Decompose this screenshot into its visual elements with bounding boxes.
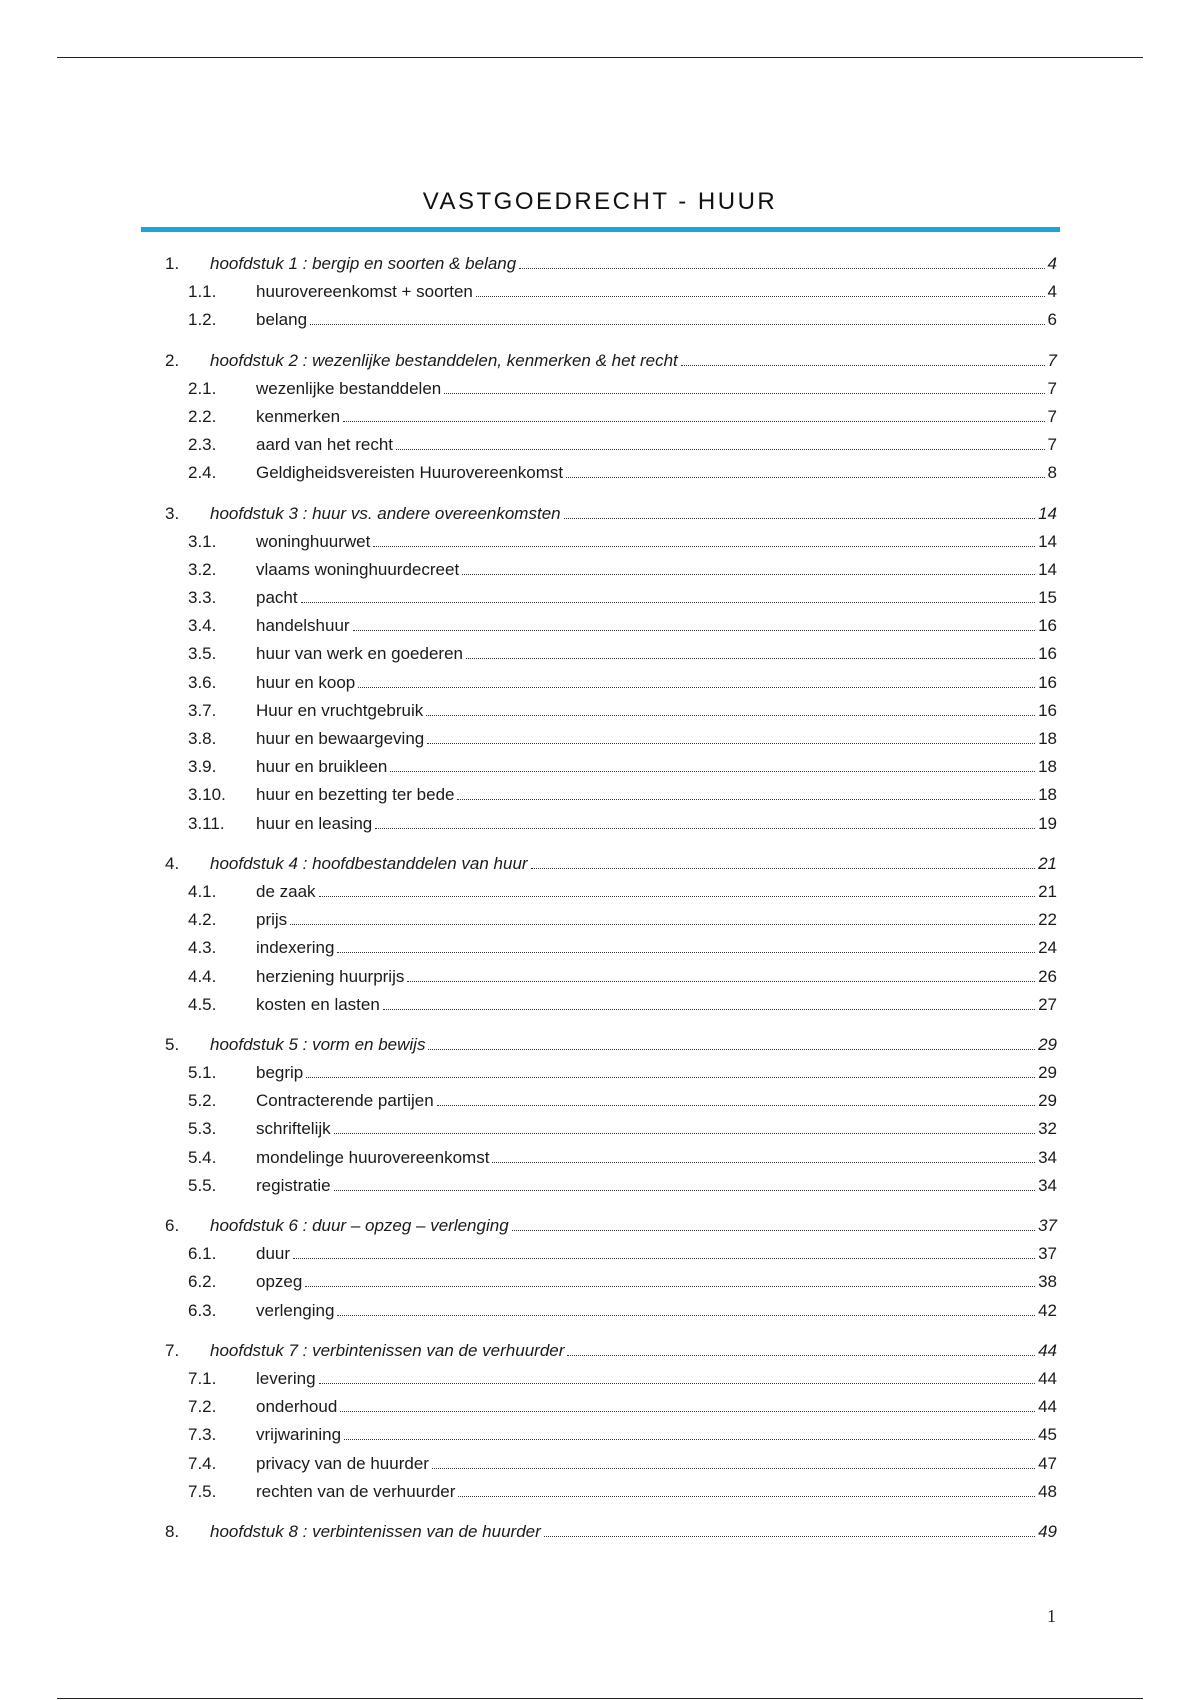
toc-subsection-entry[interactable] [165, 1301, 1057, 1329]
toc-entry-number: 6.1. [188, 1244, 217, 1264]
toc-entry-page: 18 [1038, 785, 1057, 805]
toc-subsection-entry[interactable] [165, 1091, 1057, 1119]
dot-leader [566, 477, 1044, 478]
toc-entry-title: vrijwarining [256, 1425, 342, 1445]
toc-entry-page: 4 [1047, 282, 1057, 302]
toc-entry-title: aard van het recht [256, 435, 394, 455]
toc-entry-title: hoofdstuk 5 : vorm en bewijs [210, 1034, 426, 1054]
dot-leader [293, 1258, 1035, 1259]
toc-chapter-entry[interactable] [165, 854, 1057, 882]
toc-subsection-entry[interactable] [165, 701, 1057, 729]
dot-leader [334, 1133, 1035, 1134]
toc-entry-page: 26 [1038, 966, 1057, 986]
toc-entry-number: 6.3. [188, 1300, 217, 1320]
toc-entry-page: 45 [1038, 1425, 1057, 1445]
dot-leader [306, 1077, 1035, 1078]
toc-section [165, 1522, 1057, 1550]
toc-entry-title: begrip [256, 1063, 304, 1083]
toc-entry-title: vlaams woninghuurdecreet [256, 559, 460, 579]
toc-entry-page: 7 [1047, 406, 1057, 426]
dot-leader [353, 630, 1036, 631]
toc-subsection-entry[interactable] [165, 532, 1057, 560]
toc-entry-number: 2.1. [188, 378, 217, 398]
toc-entry-number: 3.4. [188, 616, 217, 636]
dot-leader [444, 393, 1044, 394]
dot-leader [567, 1355, 1035, 1356]
document-title: VASTGOEDRECHT - HUUR [422, 188, 778, 215]
toc-entry-page: 29 [1038, 1063, 1057, 1083]
toc-entry-number: 4.1. [188, 881, 217, 901]
dot-leader [390, 771, 1035, 772]
toc-entry-number: 3.2. [188, 559, 217, 579]
toc-subsection-entry[interactable] [165, 1148, 1057, 1176]
toc-entry-title: mondelinge huurovereenkomst [256, 1147, 490, 1167]
toc-entry-number: 7.5. [188, 1481, 217, 1501]
dot-leader [476, 296, 1045, 297]
toc-entry-page: 34 [1038, 1175, 1057, 1195]
toc-entry-page: 7 [1047, 435, 1057, 455]
toc-entry-title: hoofdstuk 6 : duur – opzeg – verlenging [210, 1216, 509, 1235]
toc-entry-page: 6 [1047, 310, 1057, 330]
toc-section [165, 1216, 1057, 1329]
dot-leader [457, 799, 1035, 800]
toc-subsection-entry[interactable] [165, 588, 1057, 616]
toc-entry-title: duur [256, 1244, 291, 1264]
toc-section [165, 854, 1057, 1023]
toc-entry-page: 48 [1038, 1481, 1057, 1501]
toc-subsection-entry[interactable] [165, 785, 1057, 813]
toc-entry-title: huur van werk en goederen [256, 644, 463, 664]
toc-entry-number: 7.2. [188, 1397, 217, 1417]
toc-entry-title: opzeg [256, 1272, 303, 1292]
toc-subsection-entry[interactable] [165, 379, 1057, 407]
toc-entry-page: 21 [1038, 881, 1057, 901]
toc-subsection-entry[interactable] [165, 1272, 1057, 1300]
toc-subsection-entry[interactable] [165, 1119, 1057, 1147]
toc-entry-number: 5.5. [188, 1175, 217, 1195]
toc-subsection-entry[interactable] [165, 282, 1057, 310]
toc-entry-title: hoofdstuk 3 : huur vs. andere overeenkomsten [210, 503, 561, 523]
dot-leader [383, 1009, 1035, 1010]
toc-subsection-entry[interactable] [165, 644, 1057, 672]
dot-leader [427, 743, 1035, 744]
toc-entry-title: wezenlijke bestanddelen [256, 378, 442, 398]
toc-subsection-entry[interactable] [165, 729, 1057, 757]
toc-entry-title: de zaak [256, 881, 316, 901]
toc-entry-number: 4.4. [188, 966, 217, 986]
toc-entry-title: huur en bewaargeving [256, 729, 425, 748]
toc-entry-title: hoofdstuk 4 : hoofdbestanddelen van huur [210, 853, 528, 873]
toc-entry-page: 18 [1038, 757, 1057, 777]
toc-subsection-entry[interactable] [165, 1176, 1057, 1204]
toc-chapter-entry[interactable] [165, 1341, 1057, 1369]
toc-subsection-entry[interactable] [165, 407, 1057, 435]
toc-subsection-entry[interactable] [165, 1063, 1057, 1091]
toc-entry-number: 4. [165, 853, 180, 873]
toc-entry-page: 38 [1038, 1272, 1057, 1292]
toc-entry-number: 7. [165, 1340, 180, 1360]
toc-entry-page: 22 [1038, 910, 1057, 930]
toc-subsection-entry[interactable] [165, 1397, 1057, 1425]
toc-entry-title: huur en koop [256, 672, 356, 692]
dot-leader [426, 715, 1035, 716]
dot-leader [358, 687, 1035, 688]
dot-leader [432, 1468, 1035, 1469]
toc-entry-number: 4.3. [188, 938, 217, 958]
toc-entry-title: herziening huurprijs [256, 966, 405, 986]
toc-entry-number: 5. [165, 1034, 180, 1054]
toc-subsection-entry[interactable] [165, 435, 1057, 463]
dot-leader [428, 1049, 1035, 1050]
toc-entry-page: 4 [1047, 254, 1057, 273]
toc-entry-number: 5.2. [188, 1091, 217, 1111]
toc-entry-page: 44 [1038, 1397, 1057, 1417]
toc-entry-number: 2. [165, 350, 180, 370]
dot-leader [344, 1439, 1035, 1440]
toc-entry-number: 3.10. [188, 785, 226, 805]
toc-subsection-entry[interactable] [165, 673, 1057, 701]
toc-entry-page: 24 [1038, 938, 1057, 958]
toc-entry-title: huur en bezetting ter bede [256, 785, 455, 805]
toc-entry-page: 16 [1038, 672, 1057, 692]
toc-entry-number: 3.6. [188, 672, 217, 692]
dot-leader [407, 981, 1035, 982]
dot-leader [290, 924, 1035, 925]
toc-entry-page: 19 [1038, 813, 1057, 833]
toc-subsection-entry[interactable] [165, 560, 1057, 588]
toc-entry-number: 4.5. [188, 994, 217, 1014]
table-of-contents [165, 254, 1057, 1562]
toc-subsection-entry[interactable] [165, 938, 1057, 966]
toc-entry-number: 8. [165, 1521, 180, 1541]
toc-entry-page: 16 [1038, 616, 1057, 636]
toc-entry-page: 18 [1038, 729, 1057, 748]
toc-entry-number: 7.1. [188, 1368, 217, 1388]
toc-entry-number: 3.5. [188, 644, 217, 664]
toc-entry-number: 4.2. [188, 910, 217, 930]
toc-chapter-entry[interactable] [165, 504, 1057, 532]
footer-rule [57, 1698, 1143, 1699]
toc-entry-page: 37 [1038, 1244, 1057, 1264]
title-accent-bar [141, 227, 1060, 232]
toc-subsection-entry[interactable] [165, 757, 1057, 785]
toc-entry-page: 29 [1038, 1091, 1057, 1111]
toc-entry-page: 47 [1038, 1453, 1057, 1473]
toc-entry-number: 2.2. [188, 406, 217, 426]
toc-section [165, 254, 1057, 339]
toc-subsection-entry[interactable] [165, 882, 1057, 910]
toc-entry-page: 32 [1038, 1119, 1057, 1139]
toc-subsection-entry[interactable] [165, 967, 1057, 995]
toc-entry-page: 37 [1038, 1216, 1057, 1235]
toc-subsection-entry[interactable] [165, 814, 1057, 842]
toc-chapter-entry[interactable] [165, 1522, 1057, 1550]
header-rule [57, 57, 1143, 58]
toc-entry-title: hoofdstuk 2 : wezenlijke bestanddelen, kenmerken & het recht [210, 350, 678, 370]
page-number: 1 [1047, 1606, 1056, 1626]
toc-entry-page: 8 [1047, 463, 1057, 483]
toc-entry-page: 42 [1038, 1300, 1057, 1320]
dot-leader [681, 365, 1045, 366]
toc-section [165, 1341, 1057, 1510]
toc-entry-title: huurovereenkomst + soorten [256, 282, 473, 302]
toc-entry-page: 7 [1047, 350, 1057, 370]
toc-entry-title: huur en leasing [256, 813, 373, 833]
dot-leader [340, 1411, 1035, 1412]
toc-entry-page: 16 [1038, 700, 1057, 720]
toc-subsection-entry[interactable] [165, 995, 1057, 1023]
toc-entry-title: rechten van de verhuurder [256, 1481, 456, 1501]
dot-leader [458, 1496, 1035, 1497]
dot-leader [544, 1536, 1035, 1537]
toc-entry-title: levering [256, 1368, 316, 1388]
toc-entry-page: 14 [1038, 503, 1057, 523]
dot-leader [564, 518, 1035, 519]
toc-entry-number: 3.7. [188, 700, 217, 720]
toc-entry-page: 27 [1038, 994, 1057, 1014]
toc-entry-title: registratie [256, 1175, 331, 1195]
dot-leader [337, 952, 1035, 953]
toc-subsection-entry[interactable] [165, 1425, 1057, 1453]
toc-entry-number: 5.3. [188, 1119, 217, 1139]
toc-subsection-entry[interactable] [165, 616, 1057, 644]
toc-subsection-entry[interactable] [165, 1454, 1057, 1482]
toc-entry-number: 2.3. [188, 435, 217, 455]
dot-leader [373, 546, 1035, 547]
toc-entry-title: hoofdstuk 7 : verbintenissen van de verhuurder [210, 1340, 565, 1360]
dot-leader [301, 602, 1035, 603]
toc-entry-page: 34 [1038, 1147, 1057, 1167]
toc-entry-title: verlenging [256, 1300, 335, 1320]
dot-leader [319, 1383, 1036, 1384]
toc-subsection-entry[interactable] [165, 1244, 1057, 1272]
toc-entry-number: 2.4. [188, 463, 217, 483]
toc-chapter-entry[interactable] [165, 1216, 1057, 1244]
toc-entry-title: prijs [256, 910, 288, 930]
toc-entry-number: 1.1. [188, 282, 217, 302]
toc-entry-title: Contracterende partijen [256, 1091, 434, 1111]
toc-entry-title: hoofdstuk 8 : verbintenissen van de huurder [210, 1521, 541, 1541]
toc-chapter-entry[interactable] [165, 1035, 1057, 1063]
dot-leader [375, 828, 1035, 829]
toc-chapter-entry[interactable] [165, 254, 1057, 282]
toc-entry-title: onderhoud [256, 1397, 338, 1417]
dot-leader [396, 449, 1045, 450]
toc-section [165, 504, 1057, 842]
toc-entry-title: indexering [256, 938, 335, 958]
toc-entry-number: 3.1. [188, 531, 217, 551]
toc-subsection-entry[interactable] [165, 910, 1057, 938]
dot-leader [343, 421, 1044, 422]
toc-subsection-entry[interactable] [165, 310, 1057, 338]
toc-entry-title: hoofdstuk 1 : bergip en soorten & belang [210, 254, 517, 273]
toc-entry-number: 3.8. [188, 729, 217, 748]
toc-subsection-entry[interactable] [165, 1369, 1057, 1397]
dot-leader [519, 268, 1044, 269]
toc-entry-page: 14 [1038, 531, 1057, 551]
toc-entry-title: schriftelijk [256, 1119, 331, 1139]
toc-entry-number: 3.9. [188, 757, 217, 777]
toc-entry-title: privacy van de huurder [256, 1453, 429, 1473]
dot-leader [319, 896, 1036, 897]
toc-entry-page: 49 [1038, 1521, 1057, 1541]
toc-entry-page: 7 [1047, 378, 1057, 398]
toc-entry-number: 3.3. [188, 588, 217, 608]
toc-entry-title: huur en bruikleen [256, 757, 388, 777]
toc-entry-page: 44 [1038, 1340, 1057, 1360]
toc-entry-title: woninghuurwet [256, 531, 371, 551]
toc-entry-number: 5.4. [188, 1147, 217, 1167]
toc-entry-title: kenmerken [256, 406, 341, 426]
toc-entry-title: belang [256, 310, 308, 330]
toc-entry-page: 14 [1038, 559, 1057, 579]
toc-entry-number: 3.11. [188, 813, 225, 833]
toc-chapter-entry[interactable] [165, 351, 1057, 379]
toc-entry-title: handelshuur [256, 616, 350, 636]
toc-section [165, 351, 1057, 492]
toc-entry-title: Geldigheidsvereisten Huurovereenkomst [256, 463, 564, 483]
toc-entry-page: 29 [1038, 1034, 1057, 1054]
toc-entry-page: 44 [1038, 1368, 1057, 1388]
dot-leader [492, 1162, 1035, 1163]
toc-entry-number: 7.3. [188, 1425, 217, 1445]
toc-subsection-entry[interactable] [165, 1482, 1057, 1510]
toc-entry-title: kosten en lasten [256, 994, 380, 1014]
toc-entry-number: 5.1. [188, 1063, 217, 1083]
dot-leader [512, 1230, 1035, 1231]
toc-section [165, 1035, 1057, 1204]
toc-subsection-entry[interactable] [165, 463, 1057, 491]
toc-entry-page: 16 [1038, 644, 1057, 664]
toc-entry-number: 7.4. [188, 1453, 217, 1473]
dot-leader [437, 1105, 1035, 1106]
toc-entry-number: 6.2. [188, 1272, 217, 1292]
toc-entry-number: 3. [165, 503, 180, 523]
dot-leader [305, 1286, 1035, 1287]
toc-entry-page: 21 [1038, 853, 1057, 873]
toc-entry-number: 1.2. [188, 310, 217, 330]
dot-leader [334, 1190, 1035, 1191]
toc-entry-title: pacht [256, 588, 298, 608]
dot-leader [310, 324, 1044, 325]
toc-entry-page: 15 [1038, 588, 1057, 608]
toc-entry-title: Huur en vruchtgebruik [256, 700, 424, 720]
dot-leader [462, 574, 1035, 575]
dot-leader [466, 658, 1035, 659]
toc-entry-number: 1. [165, 254, 180, 273]
dot-leader [531, 868, 1035, 869]
toc-entry-number: 6. [165, 1216, 180, 1235]
dot-leader [337, 1315, 1035, 1316]
